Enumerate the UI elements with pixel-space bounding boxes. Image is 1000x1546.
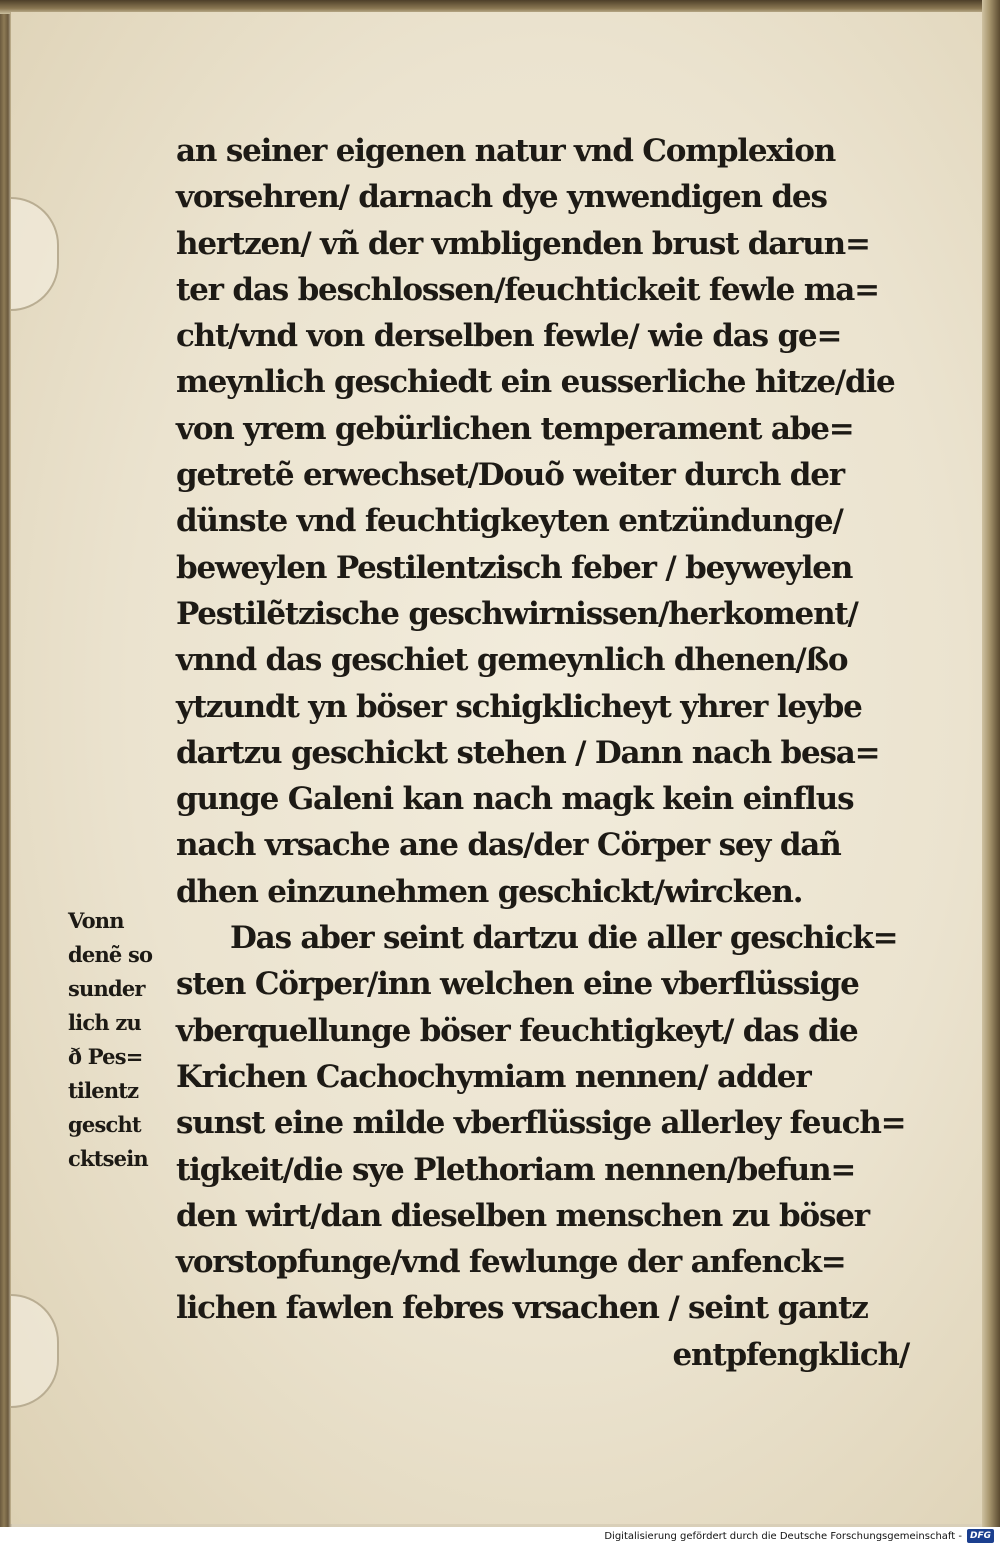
funding-credit: Digitalisierung gefördert durch die Deutsche Forschungsgemeinschaft - bbox=[604, 1531, 962, 1542]
text-line: meynlich geschiedt ein eusserliche hitze/die bbox=[176, 364, 895, 401]
margin-line: gescht bbox=[68, 1112, 141, 1137]
text-line: Krichen Cachochymiam nennen/ adder bbox=[176, 1058, 811, 1095]
text-line: Pestilẽtzische geschwirnissen/herkoment/ bbox=[176, 595, 858, 632]
text-line: hertzen/ vñ der vmbligenden brust darun= bbox=[176, 225, 870, 262]
text-line: sten Cörper/inn welchen eine vberflüssige bbox=[176, 966, 859, 1003]
text-line: dünste vnd feuchtigkeyten entzündunge/ bbox=[176, 503, 843, 540]
text-line: lichen fawlen febres vrsachen / seint gantz bbox=[176, 1290, 868, 1327]
binding-clip-bottom bbox=[11, 1294, 59, 1408]
text-line: vorsehren/ darnach dye ynwendigen des bbox=[176, 179, 827, 216]
margin-line: Vonn bbox=[68, 908, 124, 933]
main-text-block bbox=[176, 128, 911, 1378]
binding-clip-top bbox=[11, 197, 59, 311]
margin-line: sunder bbox=[68, 976, 145, 1001]
text-line: ter das beschlossen/feuchtickeit fewle ma= bbox=[176, 271, 879, 308]
text-line: den wirt/dan dieselben menschen zu böser bbox=[176, 1197, 869, 1234]
text-line: von yrem gebürlichen temperament abe= bbox=[176, 410, 854, 447]
margin-line: ð Pes= bbox=[68, 1044, 143, 1069]
text-line: vnnd das geschiet gemeynlich dhenen/ßo bbox=[176, 642, 848, 679]
text-line: an seiner eigenen natur vnd Complexion bbox=[176, 133, 836, 169]
catchword-line: entpfengklich/ bbox=[672, 1336, 909, 1373]
text-line: cht/vnd von derselben fewle/ wie das ge= bbox=[176, 318, 842, 355]
margin-line: cktsein bbox=[68, 1146, 148, 1171]
text-line: sunst eine milde vberflüssige allerley feuch= bbox=[176, 1105, 906, 1142]
text-line: nach vrsache ane das/der Cörper sey dañ bbox=[176, 827, 841, 864]
marginal-note bbox=[68, 904, 180, 1176]
text-line: tigkeit/die sye Plethoriam nennen/befun= bbox=[176, 1151, 856, 1188]
text-line: getretẽ erwechset/Douõ weiter durch der bbox=[176, 457, 844, 494]
text-line: ytzundt yn böser schigklicheyt yhrer leybe bbox=[176, 688, 862, 725]
text-line: beweylen Pestilentzisch feber / beyweylen bbox=[176, 549, 853, 586]
margin-line: denẽ so bbox=[68, 942, 153, 967]
dfg-logo: DFG bbox=[967, 1529, 994, 1543]
footer-bar bbox=[0, 1527, 1000, 1546]
margin-line: tilentz bbox=[68, 1078, 139, 1103]
text-line: vorstopfunge/vnd fewlunge der anfenck= bbox=[176, 1244, 846, 1281]
text-line: gunge Galeni kan nach magk kein einflus bbox=[176, 781, 854, 818]
book-right-edge bbox=[982, 0, 1000, 1527]
text-line: vberquellunge böser feuchtigkeyt/ das die bbox=[176, 1012, 858, 1049]
paragraph-start-line: Das aber seint dartzu die aller geschick= bbox=[230, 920, 898, 957]
text-line: dhen einzunehmen geschickt/wircken. bbox=[176, 873, 803, 910]
text-line: dartzu geschickt stehen / Dann nach besa= bbox=[176, 734, 880, 771]
margin-line: lich zu bbox=[68, 1010, 141, 1035]
